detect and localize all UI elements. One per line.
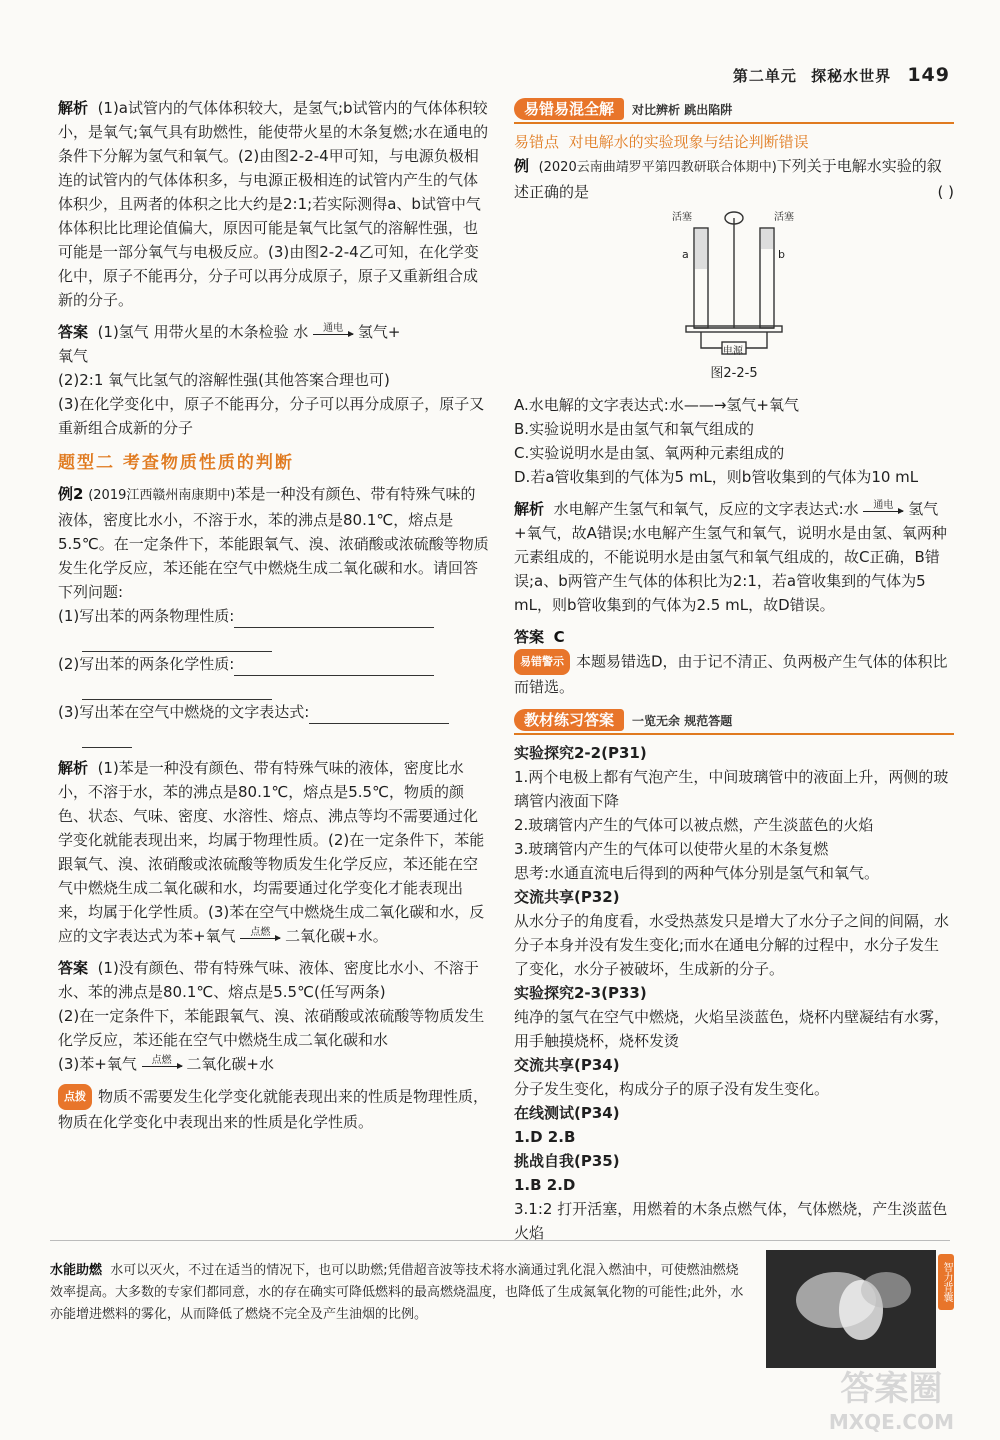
- answer-section-heading: 交流共享(P32): [514, 888, 620, 906]
- answer-text: (1)没有颜色、带有特殊气味、液体、密度比水小、不溶于水、苯的沸点是80.1℃、熔点是5.5℃(任写两条): [58, 959, 479, 1001]
- options: [514, 393, 954, 489]
- answer-text: 二氧化碳+水: [186, 1055, 274, 1073]
- answer-blank[interactable]: [82, 683, 272, 700]
- answer-item: 1.D 2.B: [514, 1128, 576, 1146]
- answer-section-heading: 实验探究2-3(P33): [514, 984, 647, 1002]
- tip-badge: 易错警示: [514, 649, 570, 675]
- section-title: 题型二 考查物质性质的判断: [58, 453, 294, 473]
- reaction-arrow: [240, 926, 280, 944]
- answer-item: 从水分子的角度看，水受热蒸发只是增大了水分子之间的间隔，水分子本身并没有发生变化;而水在通电分解的过程中，水分子发生了变化，水分子被破坏，生成新的分子。: [514, 912, 950, 978]
- answer-item: 分子发生变化，构成分子的原子没有发生变化。: [514, 1080, 830, 1098]
- analysis-1: [58, 96, 490, 312]
- analysis-text: 二氧化碳+水。: [285, 927, 388, 945]
- answer-text: (2)在一定条件下，苯能跟氧气、溴、浓硝酸或浓硫酸等物质发生化学反应，苯还能在空气中燃烧生成二氧化碳和水: [58, 1007, 485, 1049]
- reaction-condition: 通电: [873, 499, 894, 511]
- banner-textbook: [514, 707, 954, 735]
- answer-item: 纯净的氢气在空气中燃烧，火焰呈淡蓝色，烧杯内壁凝结有水雾，用手触摸烧杯，烧杯发烫: [514, 1008, 950, 1050]
- answer-label: 答案: [58, 323, 89, 341]
- answer-item: 1.两个电极上都有气泡产生，中间玻璃管中的液面上升，两侧的玻璃管内液面下降: [514, 768, 949, 810]
- analysis-3: [514, 497, 954, 617]
- answer-section-heading: 交流共享(P34): [514, 1056, 620, 1074]
- figure-caption: 图2-2-5: [710, 366, 758, 381]
- answer-text: 氧气: [58, 347, 89, 365]
- analysis-label: 解析: [514, 500, 545, 518]
- reaction-arrow: [313, 322, 353, 340]
- example-text: 苯是一种没有颜色、带有特殊气味的液体，密度比水小，不溶于水，苯的沸点是80.1℃，熔点是5.5℃。在一定条件下，苯能跟氧气、溴、浓硝酸或浓硫酸等物质发生化学反应，苯还能在空气中燃烧生成二氧化碳和水。请回答下列问题:: [58, 485, 489, 601]
- analysis-text: 水电解产生氢气和氧气，反应的文字表达式:水: [553, 500, 859, 518]
- banner-subtitle: 一览无余 规范答题: [632, 713, 733, 728]
- tube-b-label: b: [778, 248, 785, 261]
- reaction-condition: 通电: [323, 322, 344, 334]
- divider: [50, 1240, 950, 1241]
- error-point: [514, 130, 954, 154]
- textbook-answers: [514, 741, 954, 1245]
- analysis-2: [58, 756, 490, 948]
- example-label: 例: [514, 157, 530, 175]
- reaction-condition: 点燃: [151, 1054, 172, 1066]
- answer-value: C: [553, 628, 565, 646]
- valve-label-right: 活塞: [774, 212, 794, 223]
- side-tag: 智力背囊: [938, 1254, 954, 1310]
- answer-blank[interactable]: [82, 635, 272, 652]
- tip-badge: 点拨: [58, 1084, 92, 1110]
- unit-label: 第二单元: [732, 67, 797, 85]
- answer-text: (3)苯+氧气: [58, 1055, 137, 1073]
- tip-text: 物质不需要发生化学变化就能表现出来的性质是物理性质，物质在化学变化中表现出来的性质是化学性质。: [58, 1087, 489, 1131]
- example-2: [58, 482, 490, 748]
- reaction-arrow: [863, 499, 903, 517]
- answer-item: 1.B 2.D: [514, 1176, 576, 1194]
- power-supply-label: 电源: [723, 346, 743, 357]
- option-c: C.实验说明水是由氢、氧两种元素组成的: [514, 444, 785, 462]
- answer-blank[interactable]: [234, 659, 434, 676]
- reading-title: 水能助燃: [50, 1263, 103, 1278]
- example-text: 下列关于电解水实验的叙述正确的是: [514, 157, 942, 201]
- tube-a-label: a: [682, 248, 689, 261]
- analysis-text: (1)a试管内的气体体积较大，是氢气;b试管内的气体体积较小，是氧气;氧气具有助燃性，能使带火星的木条复燃;水在通电的条件下分解为氢气和氧气。(2)由图2-2-4甲可知，与电源负极相连的试管内的气体体积多，与电源正极相连的试管内产生的气体体积少，且两者的体积之比大约是2:1;若实际测得a、b试管中气体体积比比理论值偏大，原因可能是氧气比氢气的溶解性强，也可能是一部分氧气与电极反应。(3)由图2-2-4乙可知，在化学变化中，原子不能再分，分子可以再分成原子，原子又重新组合成新的分子。: [58, 99, 489, 309]
- answer-text: (1)氢气 用带火星的木条检验 水: [97, 323, 309, 341]
- right-column: [514, 96, 954, 1245]
- question-3: (3)写出苯在空气中燃烧的文字表达式:: [58, 703, 310, 721]
- page-header: [733, 64, 950, 86]
- tip-2: [514, 649, 954, 699]
- answer-item: 思考:水通直流电后得到的两种气体分别是氢气和氧气。: [514, 864, 880, 882]
- reading-box: [50, 1260, 750, 1326]
- analysis-label: 解析: [58, 99, 89, 117]
- answer-blank[interactable]: [309, 707, 449, 724]
- answer-item: 3.玻璃管内产生的气体可以使带火星的木条复燃: [514, 840, 829, 858]
- error-text: 对电解水的实验现象与结论判断错误: [568, 133, 809, 151]
- fire-photo: [766, 1250, 936, 1368]
- watermark-logo: 答案圈: [840, 1369, 943, 1409]
- answer-label: 答案: [58, 959, 89, 977]
- electrolysis-figure: [664, 208, 804, 358]
- electrolysis-apparatus-icon: [664, 208, 804, 358]
- answer-item: 3.1:2 打开活塞，用燃着的木条点燃气体，气体燃烧，产生淡蓝色火焰: [514, 1200, 948, 1242]
- option-b: B.实验说明水是由氢气和氧气组成的: [514, 420, 755, 438]
- watermark-url: MXQE.COM: [828, 1410, 954, 1434]
- answer-text: (2)2:1 氧气比氢气的溶解性强(其他答案合理也可): [58, 371, 390, 389]
- chapter-label: 探秘水世界: [811, 67, 892, 85]
- analysis-text: 氢气+氧气，故A错误;水电解产生氢气和氧气，说明水是由氢、氧两种元素组成的，不能说明水是由氢气和氧气组成的，故C正确，B错误;a、b两管产生气体的体积比为2:1，若a管收集到的气体为5 mL，则b管收集到的气体为2.5 mL，故D错误。: [514, 500, 947, 614]
- page-number: 149: [907, 64, 950, 86]
- error-label: 易错点: [514, 133, 560, 151]
- tip-1: [58, 1084, 490, 1134]
- reaction-arrow: [142, 1054, 182, 1072]
- valve-label-left: 活塞: [672, 212, 692, 223]
- answer-section-heading: 挑战自我(P35): [514, 1152, 620, 1170]
- answer-bracket: ( ): [937, 183, 954, 201]
- answer-item: 2.玻璃管内产生的气体可以被点燃，产生淡蓝色的火焰: [514, 816, 874, 834]
- watermark: [829, 1361, 954, 1434]
- analysis-text: (1)苯是一种没有颜色、带有特殊气味的液体，密度比水小，不溶于水，苯的沸点是80.1℃，熔点是5.5℃，物质的颜色、状态、气味、密度、水溶性、熔点、沸点等均不需要通过化学变化就能表现出来，均属于物理性质。(2)在一定条件下，苯能跟氧气、溴、浓硝酸或浓硫酸等物质发生化学反应，苯还能在空气中燃烧生成二氧化碳和水，均需要通过化学变化才能表现出来，均属于化学性质。(3)苯在空气中燃烧生成二氧化碳和水，反应的文字表达式为苯+氧气: [58, 759, 485, 945]
- banner-subtitle: 对比辨析 跳出陷阱: [632, 102, 733, 117]
- banner-errors: [514, 96, 954, 124]
- answer-blank[interactable]: [234, 611, 434, 628]
- flame-image-icon: [766, 1250, 936, 1368]
- option-d: D.若a管收集到的气体为5 mL，则b管收集到的气体为10 mL: [514, 468, 919, 486]
- answer-text: 氢气+: [357, 323, 401, 341]
- answer-text: (3)在化学变化中，原子不能再分，分子可以再分成原子，原子又重新组合成新的分子: [58, 395, 485, 437]
- question-1: (1)写出苯的两条物理性质:: [58, 607, 235, 625]
- analysis-label: 解析: [58, 759, 89, 777]
- answer-2: [58, 956, 490, 1076]
- answer-section-heading: 在线测试(P34): [514, 1104, 620, 1122]
- example-source: (2020云南曲靖罗平第四教研联合体期中): [538, 160, 777, 175]
- answer-label: 答案: [514, 628, 545, 646]
- answer-section-heading: 实验探究2-2(P31): [514, 744, 647, 762]
- answer-1: [58, 320, 490, 440]
- option-a: A.水电解的文字表达式:水——→氢气+氧气: [514, 396, 799, 414]
- reaction-condition: 点燃: [250, 926, 271, 938]
- tip-text: 本题易错选D，由于记不清正、负两极产生气体的体积比而错选。: [514, 652, 948, 696]
- banner-title: 易错易混全解: [514, 98, 624, 120]
- left-column: [58, 96, 490, 1134]
- reading-text: 水可以灭火，不过在适当的情况下，也可以助燃;凭借超音波等技术将水滴通过乳化混入燃油中，可使燃油燃烧效率提高。大多数的专家们都同意，水的存在确实可降低燃料的最高燃烧温度，也降低了生成氮氧化物的可能性;此外，水亦能增进燃料的雾化，从而降低了燃烧不完全及产生油烟的比例。: [50, 1263, 744, 1322]
- banner-title: 教材练习答案: [514, 709, 624, 731]
- example-label: 例2: [58, 485, 84, 503]
- answer-blank[interactable]: [82, 731, 132, 748]
- example-source: (2019江西赣州南康期中): [88, 488, 236, 503]
- question-2: (2)写出苯的两条化学性质:: [58, 655, 235, 673]
